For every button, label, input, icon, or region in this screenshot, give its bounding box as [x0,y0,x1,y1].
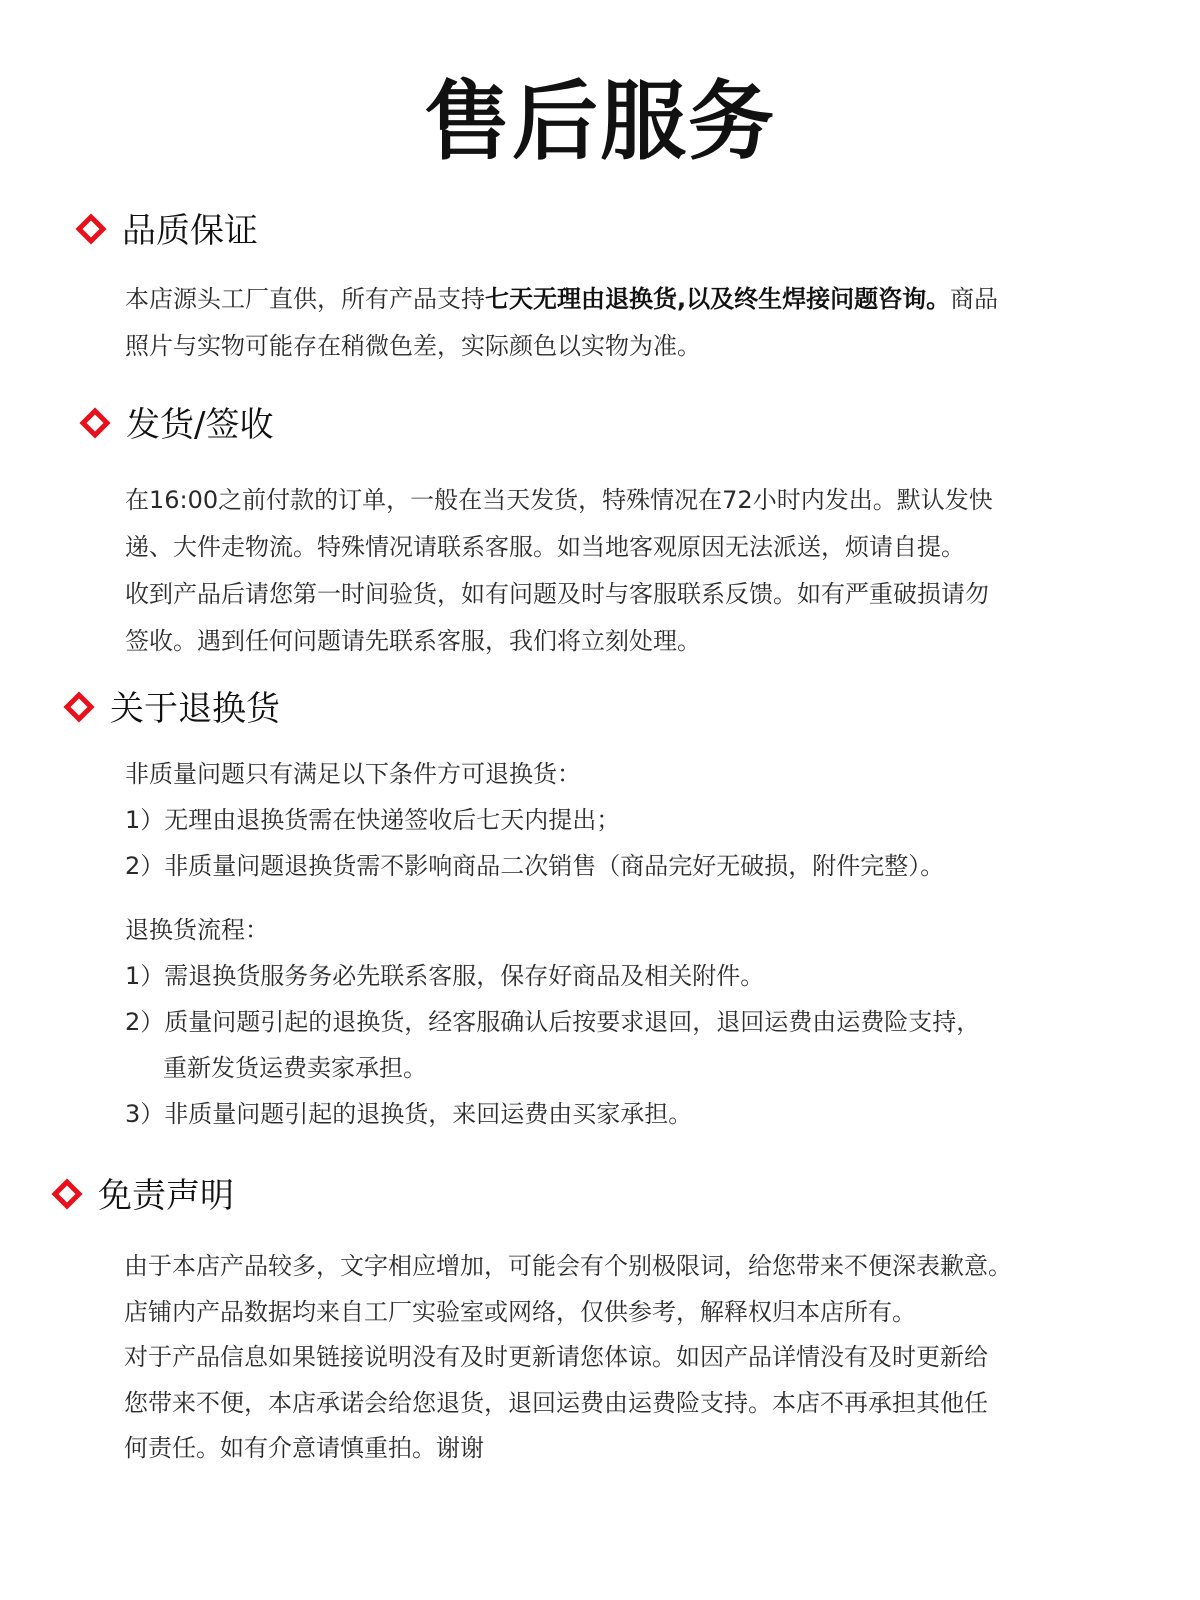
quality-paragraph [125,276,998,370]
quality-line-1: 本店源头工厂直供，所有产品支持七天无理由退换货,以及终生焊接问题咨询。商品 [125,285,999,313]
page-title: 售后服务 [424,72,776,172]
process-item-continued: 重新发货运费卖家承担。 [163,1054,427,1082]
section-title: 免责声明 [98,1176,234,1216]
quality-line-2: 照片与实物可能存在稍微色差，实际颜色以实物为准。 [125,332,701,360]
conditions-title: 非质量问题只有满足以下条件方可退换货： [125,760,581,788]
disclaimer-line: 何责任。如有介意请慎重拍。谢谢 [124,1434,484,1462]
process-item: 2）质量问题引起的退换货，经客服确认后按要求退回，退回运费由运费险支持， [125,1008,981,1036]
shipping-line: 签收。遇到任何问题请先联系客服，我们将立刻处理。 [125,627,701,655]
shipping-paragraph [125,477,993,665]
disclaimer-line: 您带来不便，本店承诺会给您退货，退回运费由运费险支持。本店不再承担其他任 [124,1388,988,1417]
disclaimer-paragraph [124,1244,1012,1472]
process-title: 退换货流程： [125,916,269,944]
diamond-bullet-icon [51,1178,82,1209]
disclaimer-line: 由于本店产品较多，文字相应增加，可能会有个别极限词，给您带来不便深表歉意。 [124,1252,1012,1280]
condition-item: 2）非质量问题退换货需不影响商品二次销售（商品完好无破损，附件完整）。 [125,852,945,880]
process-item: 1）需退换货服务务必先联系客服，保存好商品及相关附件。 [125,962,765,990]
diamond-bullet-icon [63,691,94,722]
diamond-bullet-icon [75,213,106,244]
returns-process [125,907,980,1137]
section-title: 关于退换货 [110,689,280,729]
condition-item: 1）无理由退换货需在快递签收后七天内提出； [125,806,621,834]
section-title: 品质保证 [122,211,258,251]
shipping-line: 在16:00之前付款的订单，一般在当天发货，特殊情况在72小时内发出。默认发快 [125,486,993,514]
shipping-line: 递、大件走物流。特殊情况请联系客服。如当地客观原因无法派送，烦请自提。 [125,533,965,561]
section-title: 发货/签收 [126,405,274,445]
diamond-bullet-icon [79,407,110,438]
quality-emphasis: 七天无理由退换货,以及终生焊接问题咨询。 [485,285,951,313]
process-item: 3）非质量问题引起的退换货，来回运费由买家承担。 [125,1100,693,1128]
returns-conditions [125,751,944,889]
shipping-line: 收到产品后请您第一时间验货，如有问题及时与客服联系反馈。如有严重破损请勿 [125,580,989,608]
disclaimer-line: 对于产品信息如果链接说明没有及时更新请您体谅。如因产品详情没有及时更新给 [124,1343,988,1371]
disclaimer-line: 店铺内产品数据均来自工厂实验室或网络，仅供参考，解释权归本店所有。 [124,1297,916,1326]
